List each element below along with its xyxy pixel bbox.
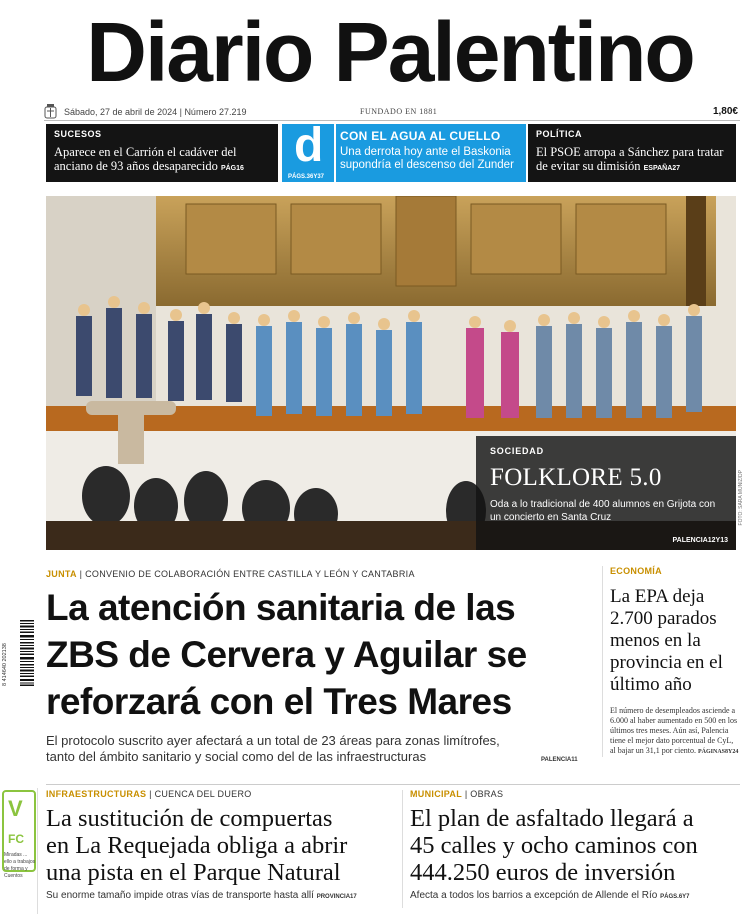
teaser-text: El PSOE arropa a Sánchez para tratar de evitar su dimisión ESPAÑA27 [536,145,724,173]
sports-teaser-box [336,124,526,182]
city-crest-icon [44,104,57,119]
sidebar-economia[interactable] [602,566,740,757]
story-headline: El plan de asfaltado llegará a 45 calles y ocho caminos con 444.250 euros de inversión [410,805,698,886]
lead-subhead: El protocolo suscrito ayer afectará a un total de 23 áreas para zonas limítrofes, tanto del ámbito sanitario y social como del de las infraestructuras [46,733,500,764]
sidebar-kicker: ECONOMÍA [610,566,662,576]
teaser-politica[interactable] [528,124,736,182]
teaser-kicker: CON EL AGUA AL CUELLO [340,129,501,143]
sidebar-body: El número de desempleados asciende a 6.000 al haber aumentado en 500 en los últimos tres meses. Aún así, Palencia tiene el mejor dato porcentual de CyL, al bajar un 31,1 por ciento. PÁGINAS8Y24 [610,706,739,755]
barcode-icon [12,620,36,686]
sidebar-headline: La EPA deja 2.700 parados menos en la provincia en el último año [610,586,723,695]
teaser-kicker: POLÍTICA [536,129,582,139]
founded-note: FUNDADO EN 1881 [360,107,438,116]
photo-headline: FOLKLORE 5.0 [490,464,662,491]
cover-price: 1,80€ [712,106,738,117]
teaser-kicker: SUCESOS [54,129,102,139]
section-divider [46,784,740,785]
story-kicker: MUNICIPAL | OBRAS [410,789,504,799]
story-municipal[interactable] [410,789,740,901]
barcode-number: 8 414640 202138 [2,643,8,686]
dateline [44,103,740,121]
teaser-text: Una derrota hoy ante el Baskonia supondría el descenso del Zunder [340,146,514,171]
photo-caption-box[interactable] [476,436,736,550]
story-kicker: INFRAESTRUCTURAS | CUENCA DEL DUERO [46,789,252,799]
sports-d-logo: d PÁGS.36Y37 [282,124,334,182]
issue-date: Sábado, 27 de abril de 2024 | Número 27.219 [64,107,247,117]
story-headline: La sustitución de compuertas en La Requejada obliga a abrir una pista en el Parque Natural [46,805,348,886]
story-subhead: Afecta a todos los barrios a excepción de Allende el Río PÁGS.6Y7 [410,890,690,901]
left-strip-text: Miradas ... ello a trabajos de forma y Cuentos [4,852,36,879]
photo-subhead: Oda a lo tradicional de 400 alumnos en Grijota con un concierto en Santa Cruz [490,499,716,523]
masthead-title: Diario Palentino [86,5,694,99]
story-infraestructuras[interactable] [46,789,396,901]
teaser-sucesos[interactable] [46,124,278,182]
photo-page-ref: PALENCIA12Y13 [672,537,728,544]
vfc-logo-icon: V FC [2,790,36,872]
lead-headline[interactable]: La atención sanitaria de las ZBS de Cervera y Aguilar se reforzará con el Tres Mares [46,587,527,722]
lead-kicker: JUNTA | CONVENIO DE COLABORACIÓN ENTRE CASTILLA Y LEÓN Y CANTABRIA [46,569,415,579]
column-divider [402,790,403,908]
teaser-text: Aparece en el Carrión el cadáver del anciano de 93 años desaparecido PÁG16 [54,145,244,173]
left-strip [0,788,38,914]
teaser-sports[interactable] [282,119,526,182]
photo-kicker: SOCIEDAD [490,446,544,456]
photo-credit: FOTO: SARA MUNIZ/DP [738,470,744,526]
story-subhead: Su enorme tamaño impide otras vías de transporte hasta allí PROVINCIA17 [46,890,357,901]
lead-page-ref: PALENCIA11 [541,757,578,763]
